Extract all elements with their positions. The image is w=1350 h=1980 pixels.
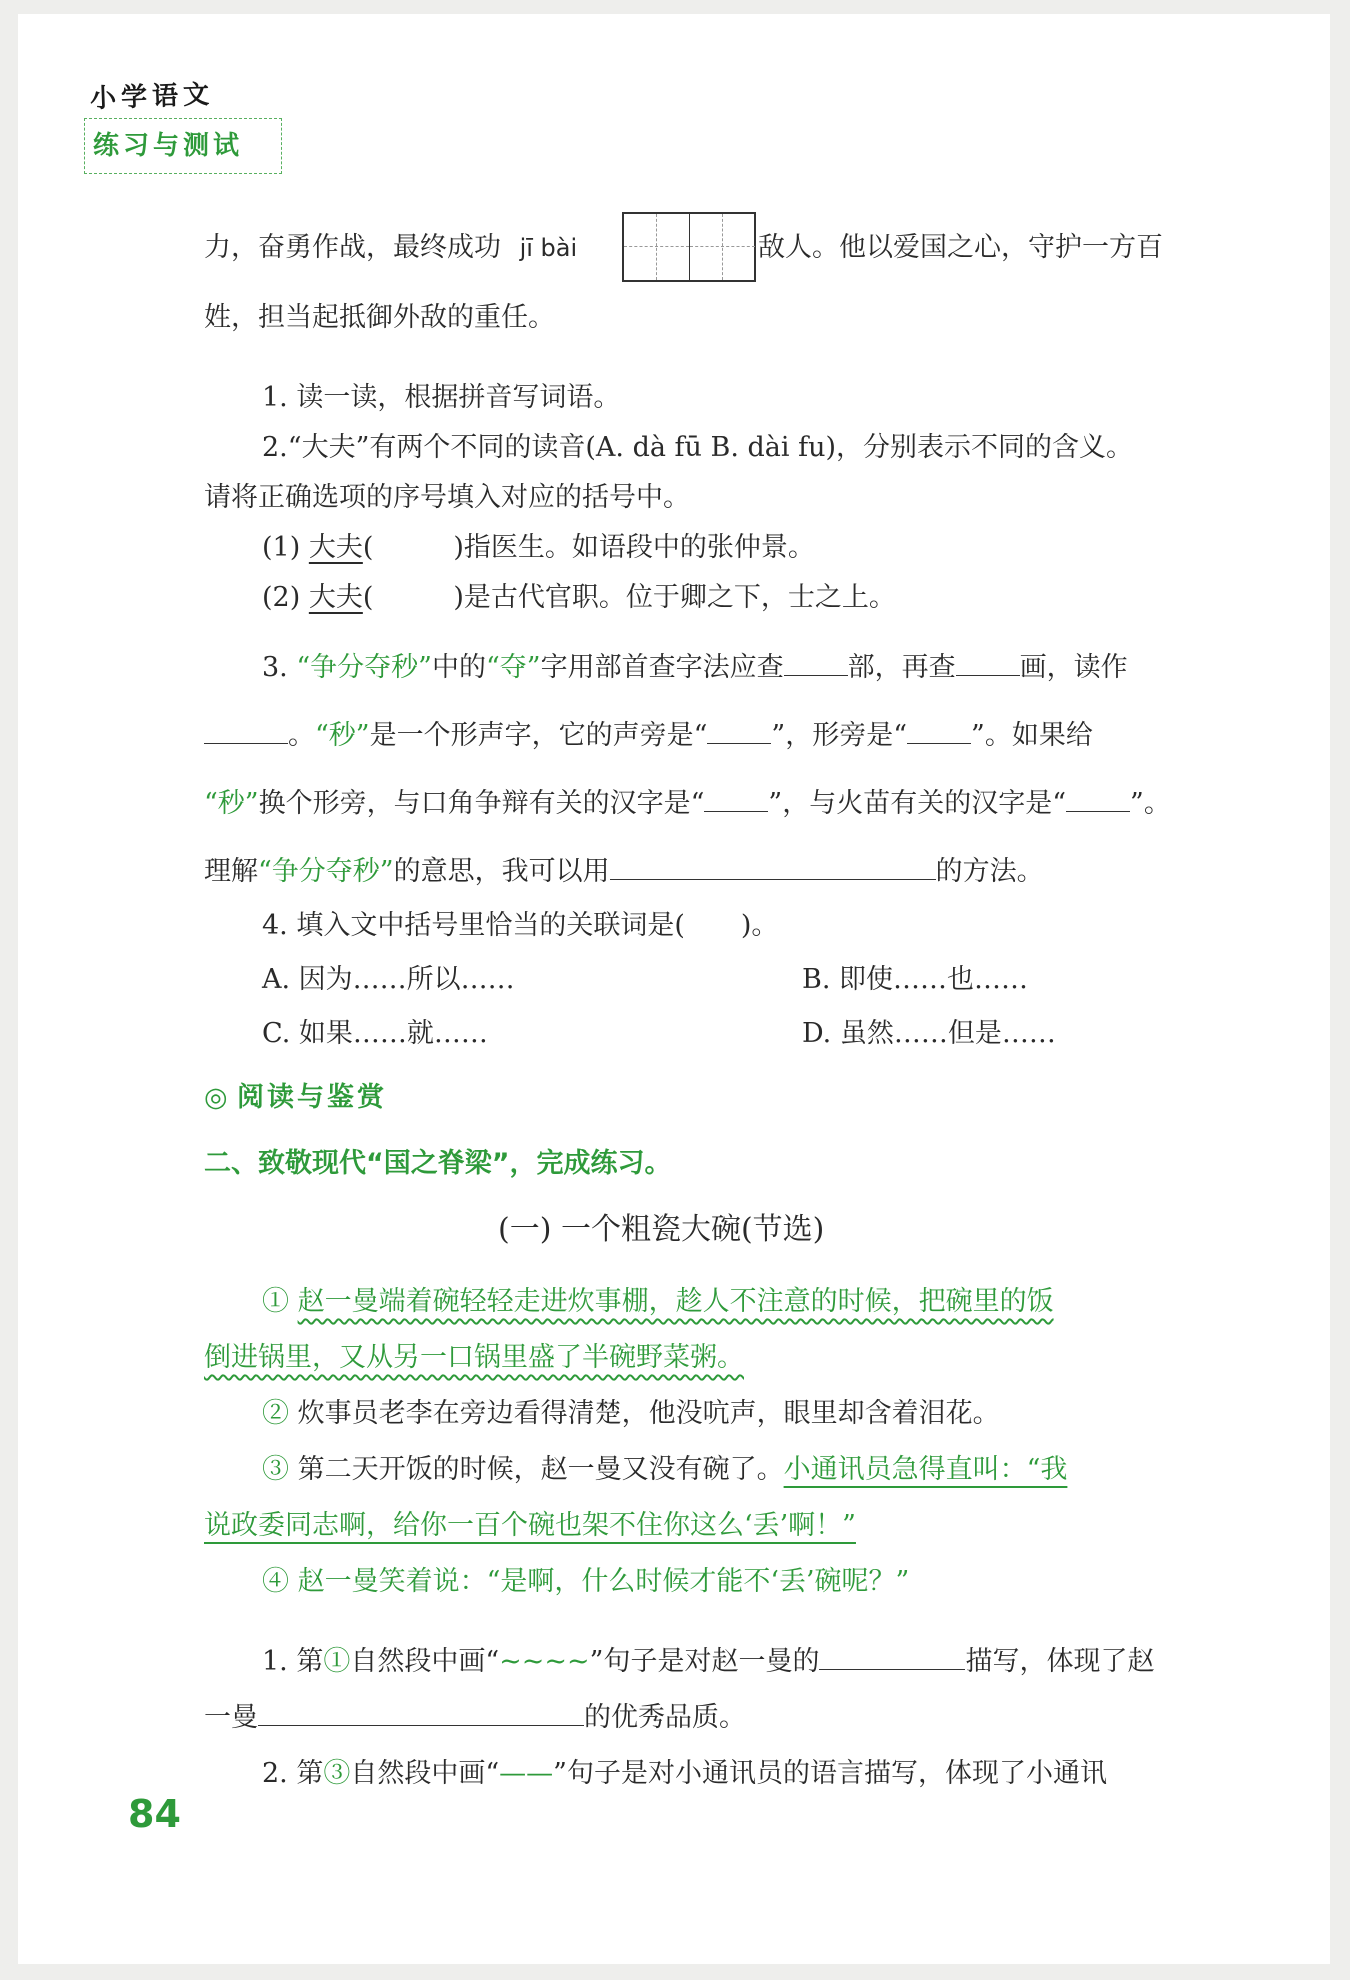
page-number: 84 xyxy=(128,1792,181,1836)
writing-grid[interactable] xyxy=(622,212,756,282)
question-2-item-1: (1) 大夫( )指医生。如语段中的张仲景。 xyxy=(262,532,815,563)
option-d[interactable]: D. 虽然……但是…… xyxy=(802,1018,1056,1049)
sub-question-1-line-2: 一曼 的优秀品质。 xyxy=(204,1698,746,1738)
passage-line-2: 姓，担当起抵御外敌的重任。 xyxy=(204,302,555,333)
question-3-line-3: “秒”换个形旁，与口角争辩有关的汉字是“ ”，与火苗有关的汉字是“ ”。 xyxy=(204,784,1171,824)
question-2-line-1: 2.“大夫”有两个不同的读音(A. dà fū B. dài fu)，分别表示不同的含义。 xyxy=(262,432,1134,463)
passage-line-1-end: 敌人。他以爱国之心，守护一方百 xyxy=(758,232,1163,263)
question-3-line-4: 理解“争分夺秒”的意思，我可以用 的方法。 xyxy=(204,852,1044,892)
paragraph-3-line-2: 说政委同志啊，给你一百个碗也架不住你这么‘丢’啊！” xyxy=(204,1510,856,1541)
section-label: 阅读与鉴赏 xyxy=(236,1082,387,1113)
section-header xyxy=(204,1078,387,1118)
workbook-page xyxy=(18,14,1330,1964)
passage-text: 力，奋勇作战，最终成功 xyxy=(204,232,501,263)
passage-line-1 xyxy=(204,228,577,268)
paragraph-1-line-1: ① 赵一曼端着碗轻轻走进炊事棚，趁人不注意的时候，把碗里的饭 xyxy=(262,1286,1054,1317)
underlined-word: 大夫 xyxy=(308,532,363,563)
answer-blank[interactable] xyxy=(784,649,848,676)
answer-blank[interactable] xyxy=(204,717,288,744)
option-a[interactable]: A. 因为……所以…… xyxy=(262,964,515,995)
grid-cell[interactable] xyxy=(690,214,755,280)
part-2-title: 二、致敬现代“国之脊梁”，完成练习。 xyxy=(204,1148,672,1179)
grid-cell[interactable] xyxy=(624,214,690,280)
question-4-stem: 4. 填入文中括号里恰当的关联词是( )。 xyxy=(262,910,779,941)
answer-blank[interactable] xyxy=(258,1699,584,1726)
paragraph-4: ④ 赵一曼笑着说：“是啊，什么时候才能不‘丢’碗呢？” xyxy=(262,1566,910,1597)
answer-blank[interactable] xyxy=(707,717,771,744)
book-title: 小学语文 xyxy=(89,79,215,115)
question-3-line-2: 。“秒”是一个形声字，它的声旁是“ ”，形旁是“ ”。如果给 xyxy=(204,716,1093,756)
story-title: (一) 一个粗瓷大碗(节选) xyxy=(498,1212,825,1247)
option-b[interactable]: B. 即使……也…… xyxy=(802,964,1029,995)
answer-blank[interactable] xyxy=(704,785,768,812)
paragraph-2: ② 炊事员老李在旁边看得清楚，他没吭声，眼里却含着泪花。 xyxy=(262,1398,1000,1429)
pinyin-label: jī bài xyxy=(519,234,578,262)
sub-question-1-line-1: 1. 第①自然段中画“~~~~”句子是对赵一曼的 描写，体现了赵 xyxy=(262,1642,1154,1682)
sub-question-2-line-1: 2. 第③自然段中画“——”句子是对小通讯员的语言描写，体现了小通讯 xyxy=(262,1758,1107,1789)
answer-blank[interactable] xyxy=(819,1643,965,1670)
answer-blank[interactable] xyxy=(956,649,1020,676)
target-icon: ◎ xyxy=(204,1082,228,1113)
question-3-line-1: 3. “争分夺秒”中的“夺”字用部首查字法应查 部，再查 画，读作 xyxy=(262,648,1128,688)
paragraph-1-line-2: 倒进锅里，又从另一口锅里盛了半碗野菜粥。 xyxy=(204,1342,744,1373)
answer-blank[interactable] xyxy=(907,717,971,744)
question-2-line-2: 请将正确选项的序号填入对应的括号中。 xyxy=(204,482,690,513)
underlined-word: 大夫 xyxy=(308,582,363,613)
option-c[interactable]: C. 如果……就…… xyxy=(262,1018,488,1049)
book-subtitle-box xyxy=(84,118,282,174)
answer-blank[interactable] xyxy=(610,853,936,880)
question-2-item-2: (2) 大夫( )是古代官职。位于卿之下，士之上。 xyxy=(262,582,896,613)
answer-blank[interactable] xyxy=(1066,785,1130,812)
paragraph-3-line-1: ③ 第二天开饭的时候，赵一曼又没有碗了。小通讯员急得直叫：“我 xyxy=(262,1454,1068,1485)
book-subtitle: 练习与测试 xyxy=(93,131,244,161)
question-1: 1. 读一读，根据拼音写词语。 xyxy=(262,382,621,413)
